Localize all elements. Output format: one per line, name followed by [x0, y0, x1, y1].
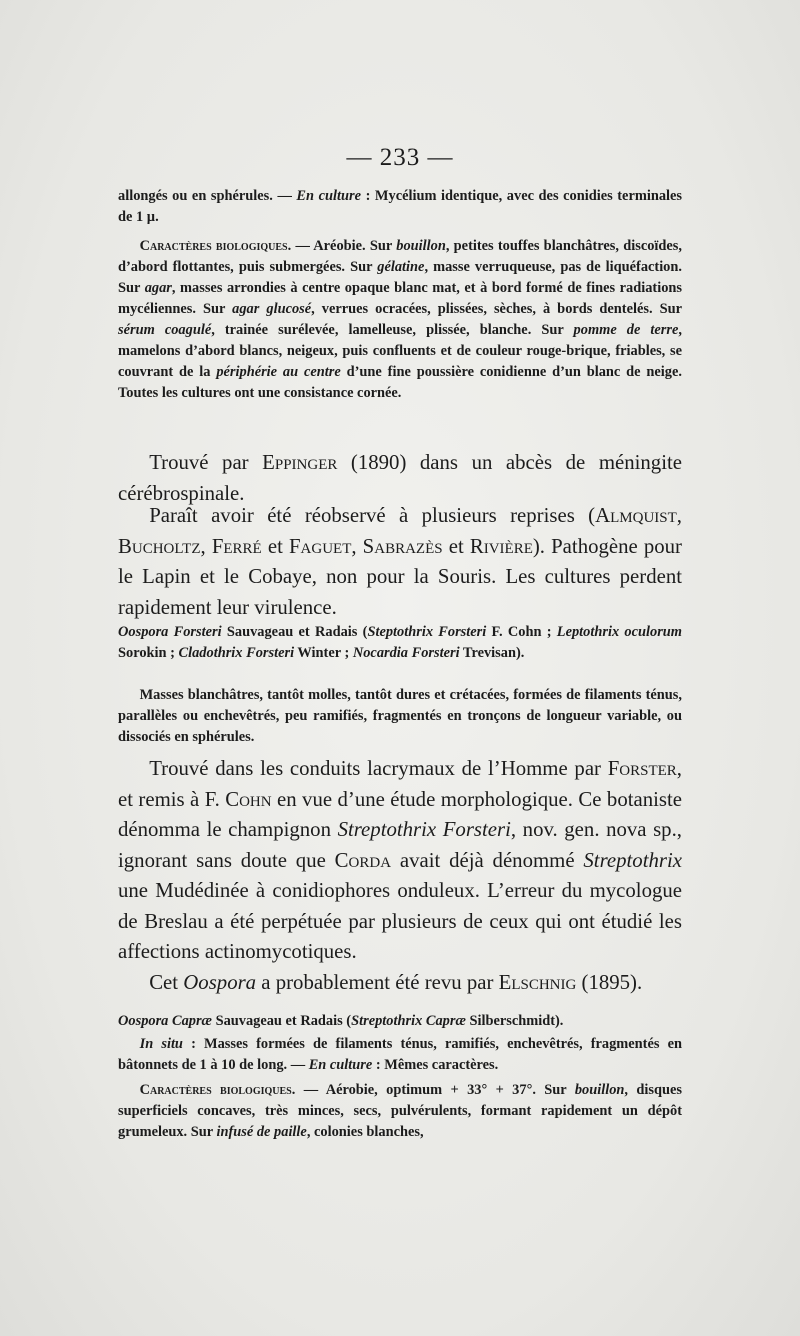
- medium-pomme-de-terre: pomme de terre: [573, 322, 679, 338]
- text-run: (1890) dans un abcès de méningite cérébrospinale.: [118, 451, 682, 505]
- paragraph-culture-continuation: [118, 186, 682, 228]
- paragraph-caracteres-biologiques-caprae: [118, 1080, 682, 1143]
- medium-infuse-de-paille: infusé de paille: [216, 1124, 307, 1140]
- paragraph-reobserve: [118, 501, 682, 623]
- medium-serum: sérum coagulé: [118, 322, 212, 338]
- author-name: Faguet: [288, 534, 352, 558]
- medium-bouillon: bouillon: [574, 1082, 625, 1098]
- text-run: : Masses formées de filaments ténus, ramifiés, enchevêtrés, fragmentés en bâtonnets de 1 à 10 de long. —: [118, 1036, 682, 1073]
- text-run: Trouvé par: [149, 451, 263, 474]
- author-name: Eppinger: [262, 451, 338, 474]
- paragraph-trouve-eppinger: [118, 448, 682, 509]
- term-peripherie: périphérie au centre: [216, 364, 341, 380]
- text-run: Sorokin ;: [118, 645, 179, 661]
- synonym-name: Streptothrix Capræ: [351, 1013, 466, 1029]
- text-run: une Mudédinée à conidiophores onduleux. L’erreur du mycologue de Breslau a été perpétuée par plusieurs de ceux qui ont étudié les affections actinomycotiques.: [118, 879, 682, 963]
- text-run: allongés ou en sphérules. —: [118, 188, 297, 204]
- author-name: Corda: [334, 848, 392, 872]
- paragraph-trouve-conduits-lacrymaux: [118, 754, 682, 968]
- medium-bouillon: bouillon: [396, 238, 446, 254]
- text-run: F. Cohn ;: [486, 624, 557, 640]
- text-run: et: [261, 534, 289, 558]
- species-name: Streptothrix Forsteri: [337, 818, 511, 841]
- medium-gelatine: gélatine: [377, 259, 425, 275]
- medium-agar-glucose: agar glucosé: [232, 301, 312, 317]
- text-run: Sauvageau et Radais (: [221, 624, 368, 640]
- text-run: d’une fine poussière conidienne d’un blanc de neige. Toutes les cultures ont une consistance cornée.: [118, 364, 682, 401]
- synonym-name: Nocardia Forsteri: [352, 645, 460, 661]
- author-name: Rivière: [469, 534, 533, 558]
- text-run: ,: [200, 534, 212, 558]
- text-run: ,: [351, 534, 363, 558]
- species-name: Oospora Forsteri: [118, 624, 222, 640]
- author-name: Forster: [607, 757, 677, 780]
- paragraph-in-situ: [118, 1034, 682, 1076]
- page-number: — 233 —: [346, 144, 454, 171]
- author-name: Elschnig: [498, 971, 577, 994]
- text-run: Masses blanchâtres, tantôt molles, tantôt dures et crétacées, formées de filaments ténus, parallèles ou enchevêtrés, peu ramifiés, fragmentés en tronçons de longueur variable, ou dissociés en sphérules.: [118, 687, 682, 745]
- paragraph-masses-blanchatres: [118, 685, 682, 748]
- paragraph-caracteres-biologiques: [118, 236, 682, 404]
- term-en-culture: En culture: [296, 188, 361, 204]
- text-run: : Mycélium identique, avec des conidies terminales de 1 µ.: [118, 188, 683, 225]
- text-run: Sauvageau et Radais (: [211, 1013, 352, 1029]
- synonym-name: Leptothrix oculorum: [556, 624, 683, 640]
- author-name: Cohn: [225, 787, 272, 811]
- text-run: et: [442, 534, 470, 558]
- text-run: a probablement été revu par: [256, 971, 499, 994]
- author-name: Ferré: [211, 534, 262, 558]
- text-run: ). Pathogène pour le Lapin et le Cobaye, non pour la Souris. Les cultures perdent rapidement leur virulence.: [118, 534, 682, 619]
- text-run: en vue d’une étude morphologique. Ce botaniste dénomma le champignon: [118, 787, 683, 841]
- text-run: — Aréobie. Sur: [291, 238, 397, 254]
- author-name: Almquist: [595, 504, 677, 527]
- text-run: (1895).: [576, 971, 643, 994]
- text-run: , masse verruqueuse, pas de liquéfaction. Sur: [118, 259, 682, 296]
- text-run: Cet: [149, 971, 184, 994]
- text-run: , disques superficiels concaves, très minces, secs, pulvérulents, formant rapidement un dépôt grumeleux. Sur: [118, 1082, 682, 1140]
- text-run: , colonies blanches,: [306, 1124, 424, 1140]
- text-run: Trevisan).: [459, 645, 525, 661]
- text-run: avait déjà dénommé: [391, 848, 584, 872]
- medium-agar: agar: [144, 280, 172, 296]
- author-name: Bucholtz: [118, 534, 201, 558]
- species-name: Oospora Capræ: [118, 1013, 212, 1029]
- text-run: , petites touffes blanchâtres, discoïdes, d’abord flottantes, puis submergées. Sur: [118, 238, 682, 275]
- text-run: , mamelons d’abord blancs, neigeux, puis confluents et de couleur rouge-brique, friables, se couvrant de la: [118, 322, 682, 380]
- synonym-name: Steptothrix Forsteri: [367, 624, 487, 640]
- text-run: , trainée surélevée, lamelleuse, plissée, blanche. Sur: [211, 322, 574, 338]
- text-run: , verrues ocracées, plissées, sèches, à bords dentelés. Sur: [311, 301, 683, 317]
- text-run: , nov. gen. nova sp., ignorant sans doute que: [118, 818, 682, 872]
- genus-name: Streptothrix: [583, 848, 682, 872]
- text-run: — Aérobie, optimum + 33° + 37°. Sur: [295, 1082, 575, 1098]
- text-run: , et remis à F.: [118, 757, 682, 811]
- paragraph-cet-oospora: [118, 968, 682, 999]
- author-name: Sabrazès: [362, 534, 443, 558]
- synonym-name: Cladothrix Forsteri: [178, 645, 295, 661]
- text-run: Trouvé dans les conduits lacrymaux de l’Homme par: [149, 757, 608, 780]
- species-heading-oospora-forsteri: [118, 622, 682, 664]
- term-en-culture: En culture: [308, 1057, 373, 1073]
- text-run: ,: [676, 504, 682, 527]
- text-run: : Mêmes caractères.: [372, 1057, 499, 1073]
- term-in-situ: In situ: [139, 1036, 183, 1052]
- text-run: Winter ;: [294, 645, 353, 661]
- section-heading: Caractères biologiques.: [139, 238, 292, 254]
- text-run: Silberschmidt).: [465, 1013, 564, 1029]
- species-heading-oospora-caprae: [118, 1011, 682, 1032]
- text-run: , masses arrondies à centre opaque blanc mat, et à bord formé de fines radiations mycéliennes. Sur: [118, 280, 683, 317]
- section-heading: Caractères biologiques.: [139, 1082, 296, 1098]
- text-run: Paraît avoir été réobservé à plusieurs reprises (: [149, 504, 596, 527]
- genus-name: Oospora: [183, 971, 257, 994]
